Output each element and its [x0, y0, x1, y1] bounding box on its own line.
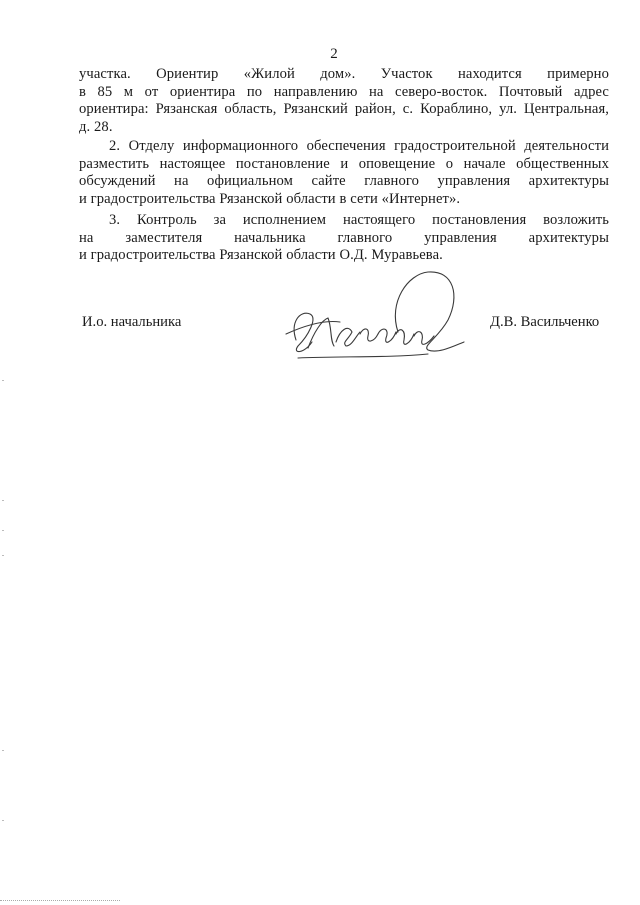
- paragraph-line: и градостроительства Рязанской области в сети «Интернет».: [79, 190, 461, 207]
- paragraph-line: обсуждений на официальном сайте главного управления архитектуры: [79, 173, 609, 190]
- paragraph-line: ориентира: Рязанская область, Рязанский район, с. Кораблино, ул. Центральная,: [79, 101, 609, 118]
- handwritten-signature: [278, 262, 468, 372]
- scan-margin-marks: [2, 360, 6, 860]
- paragraph-line: д. 28.: [79, 118, 113, 135]
- paragraph-line: 3. Контроль за исполнением настоящего постановления возложить: [109, 212, 609, 228]
- signatory-name: Д.В. Васильченко: [490, 314, 600, 330]
- scan-bottom-edge: [0, 900, 120, 902]
- signatory-title: И.о. начальника: [82, 314, 182, 330]
- paragraph-line: 2. Отделу информационного обеспечения градостроительной деятельности: [109, 138, 609, 154]
- paragraph-item-2: [79, 138, 609, 208]
- paragraph-land-plot-location: [79, 66, 609, 136]
- paragraph-item-3: [79, 212, 609, 265]
- paragraph-line: разместить настоящее постановление и оповещение о начале общественных: [79, 155, 609, 172]
- paragraph-line: на заместителя начальника главного управления архитектуры: [79, 229, 609, 246]
- paragraph-line: и градостроительства Рязанской области О.Д. Муравьева.: [79, 247, 443, 264]
- page-number: 2: [330, 46, 338, 62]
- paragraph-line: участка. Ориентир «Жилой дом». Участок находится примерно: [79, 66, 609, 82]
- paragraph-line: в 85 м от ориентира по направлению на северо-восток. Почтовый адрес: [79, 83, 609, 100]
